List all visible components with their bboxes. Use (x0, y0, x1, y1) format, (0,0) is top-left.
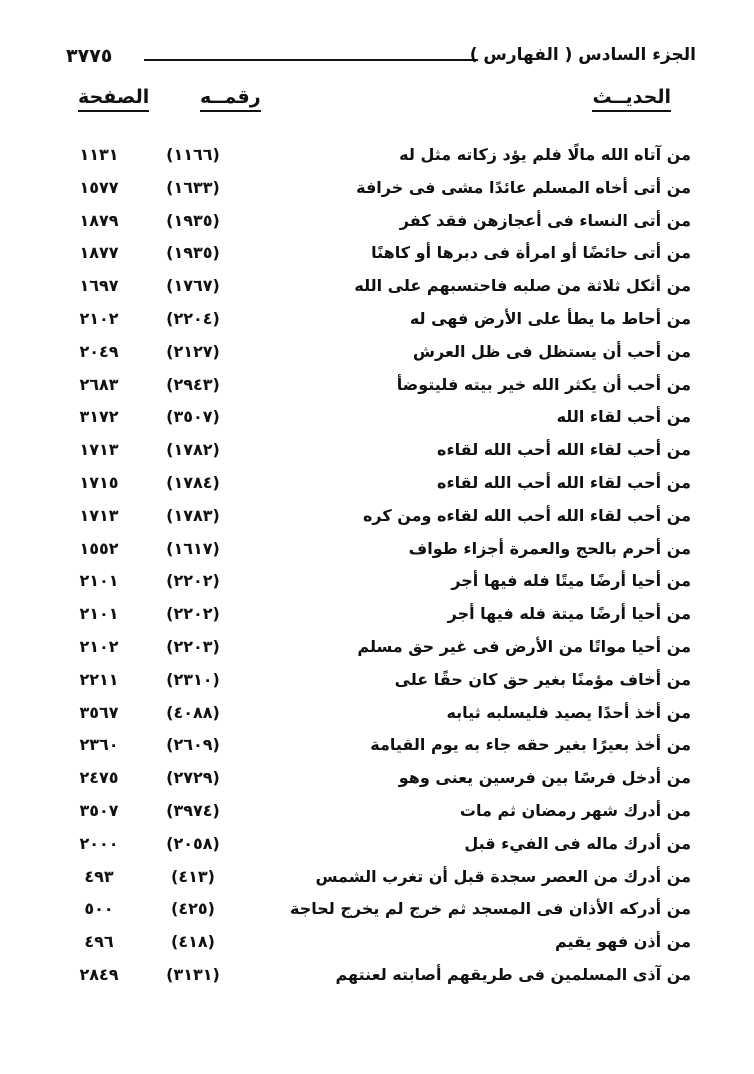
index-entry (0, 895, 754, 928)
hadith-text: من أدرك ماله فى الفيء قبل (464, 833, 691, 853)
index-entry (0, 567, 754, 600)
hadith-number: (٣١٣١) (166, 964, 220, 984)
hadith-text: من أتى النساء فى أعجازهن فقد كفر (399, 210, 691, 230)
hadith-number: (٤١٨) (171, 932, 215, 952)
page-reference: ٢١٠١ (79, 571, 119, 591)
hadith-number: (١٧٨٢) (166, 440, 220, 460)
index-entry (0, 535, 754, 568)
hadith-text: من أحيا أرضًا ميتًا فله فيها أجر (451, 571, 691, 591)
page-reference: ٤٩٦ (84, 932, 114, 952)
hadith-number: (٢٢٠٤) (166, 308, 220, 328)
page-reference: ٢٠٤٩ (79, 341, 119, 361)
index-entries (0, 141, 754, 994)
hadith-number: (١٧٨٤) (166, 472, 220, 492)
index-entry (0, 141, 754, 174)
index-entry (0, 731, 754, 764)
hadith-number: (١٧٨٣) (166, 505, 220, 525)
hadith-text: من أحرم بالحج والعمرة أجزاء طواف (408, 538, 691, 558)
column-heading-page (78, 86, 149, 108)
hadith-text: من أتى أخاه المسلم عائدًا مشى فى خرافة (356, 177, 691, 197)
hadith-number: (٤١٣) (171, 866, 215, 886)
hadith-number: (٢٧٢٩) (166, 768, 220, 788)
hadith-text: من أحب لقاء الله أحب الله لقاءه (437, 472, 691, 492)
hadith-text: من أخذ أحدًا يصيد فليسلبه ثيابه (446, 702, 691, 722)
index-entry (0, 272, 754, 305)
index-entry (0, 830, 754, 863)
index-entry (0, 239, 754, 272)
hadith-number: (٢٩٤٣) (166, 374, 220, 394)
page-reference: ٢٠٠٠ (79, 833, 119, 853)
hadith-text: من آذى المسلمين فى طريقهم أصابته لعنتهم (335, 964, 691, 984)
hadith-text: من أحيا أرضًا ميتة فله فيها أجر (447, 604, 691, 624)
hadith-text: من أخذ بعيرًا بغير حقه جاء به يوم القيامة (370, 735, 691, 755)
page-reference: ١٨٧٩ (79, 210, 119, 230)
header-rule (144, 59, 478, 61)
hadith-text: من أحب لقاء الله (556, 407, 691, 427)
page-reference: ٢٨٤٩ (79, 964, 119, 984)
column-heading-number-label: رقمــه (200, 86, 261, 108)
hadith-number: (١٩٣٥) (166, 210, 220, 230)
hadith-text: من أحيا مواتًا من الأرض فى غير حق مسلم (357, 636, 691, 656)
index-entry (0, 764, 754, 797)
page-reference: ١٧١٥ (79, 472, 119, 492)
index-entry (0, 928, 754, 961)
heading-underline (200, 110, 261, 112)
volume-title: الجزء السادس ( الفهارس ) (469, 45, 696, 65)
index-entry (0, 338, 754, 371)
page-reference: ٢٤٧٥ (79, 768, 119, 788)
hadith-number: (٣٩٧٤) (166, 800, 220, 820)
page-reference: ١٥٥٢ (79, 538, 119, 558)
page-reference: ١٥٧٧ (79, 177, 119, 197)
page-reference: ١١٣١ (79, 145, 119, 164)
hadith-number: (٢٢٠٢) (166, 571, 220, 591)
hadith-number: (٢٢٠٢) (166, 604, 220, 624)
hadith-number: (٢٦٠٩) (166, 735, 220, 755)
hadith-text: من أخاف مؤمنًا بغير حق كان حقًا على (394, 669, 691, 689)
hadith-text: من أدرك من العصر سجدة قبل أن تغرب الشمس (315, 866, 691, 886)
hadith-number: (٣٥٠٧) (166, 407, 220, 427)
hadith-number: (٢٠٥٨) (166, 833, 220, 853)
index-entry (0, 863, 754, 896)
index-entry (0, 371, 754, 404)
hadith-number: (١٩٣٥) (166, 243, 220, 263)
page-reference: ٢٢١١ (79, 669, 119, 689)
page-reference: ٢٦٨٣ (79, 374, 119, 394)
page-reference: ٣٥٠٧ (79, 800, 119, 820)
page-reference: ١٨٧٧ (79, 243, 119, 263)
page-reference: ٤٩٣ (84, 866, 114, 886)
hadith-number: (٤٢٥) (171, 899, 215, 919)
hadith-number: (٢١٢٧) (166, 341, 220, 361)
heading-underline (592, 110, 671, 112)
page-reference: ٣١٧٢ (79, 407, 119, 427)
index-entry (0, 469, 754, 502)
hadith-text: من آتاه الله مالًا فلم يؤد زكاته مثل له (399, 145, 691, 164)
hadith-text: من أدرك شهر رمضان ثم مات (459, 800, 691, 820)
hadith-number: (٢٣١٠) (166, 669, 220, 689)
hadith-text: من أحب لقاء الله أحب الله لقاءه ومن كره (362, 505, 691, 525)
hadith-text: من أحب أن يستظل فى ظل العرش (412, 341, 691, 361)
hadith-number: (١٦٣٣) (166, 177, 220, 197)
index-entry (0, 797, 754, 830)
column-heading-hadith (592, 86, 671, 108)
hadith-number: (١٦١٧) (166, 538, 220, 558)
index-entry (0, 600, 754, 633)
index-entry (0, 403, 754, 436)
page-reference: ٢٣٦٠ (79, 735, 119, 755)
hadith-text: من أدخل فرسًا بين فرسين يعنى وهو (398, 768, 691, 788)
page-reference: ١٧١٣ (79, 505, 119, 525)
page-number: ٣٧٧٥ (66, 45, 113, 67)
column-heading-number (200, 86, 261, 108)
hadith-text: من أحب أن يكثر الله خير بيته فليتوضأ (396, 374, 691, 394)
column-headings (66, 86, 696, 116)
hadith-number: (٤٠٨٨) (166, 702, 220, 722)
column-heading-hadith-label: الحديــث (592, 86, 671, 108)
index-entry (0, 666, 754, 699)
hadith-text: من أدركه الأذان فى المسجد ثم خرج لم يخرج لحاجة (290, 899, 691, 919)
hadith-number: (٢٢٠٣) (166, 636, 220, 656)
page-reference: ٢١٠٢ (79, 308, 119, 328)
heading-underline (78, 110, 149, 112)
index-entry (0, 436, 754, 469)
hadith-text: من أتى حائضًا أو امرأة فى دبرها أو كاهنًا (371, 243, 691, 263)
index-entry (0, 502, 754, 535)
running-header (66, 43, 696, 73)
hadith-text: من أذن فهو يقيم (554, 932, 691, 952)
hadith-text: من أحاط ما يطأ على الأرض فهى له (409, 308, 691, 328)
index-entry (0, 174, 754, 207)
index-entry (0, 633, 754, 666)
page-reference: ٣٥٦٧ (79, 702, 119, 722)
page-reference: ١٧١٣ (79, 440, 119, 460)
page-reference: ٢١٠٢ (79, 636, 119, 656)
column-heading-page-label: الصفحة (78, 86, 150, 108)
hadith-number: (١٧٦٧) (166, 276, 220, 296)
page-reference: ٥٠٠ (84, 899, 114, 919)
page-reference: ٢١٠١ (79, 604, 119, 624)
hadith-text: من أحب لقاء الله أحب الله لقاءه (437, 440, 691, 460)
index-entry (0, 207, 754, 240)
index-entry (0, 699, 754, 732)
index-entry (0, 961, 754, 994)
index-entry (0, 305, 754, 338)
page-reference: ١٦٩٧ (79, 276, 119, 296)
hadith-text: من أثكل ثلاثة من صلبه فاحتسبهم على الله (354, 276, 691, 296)
hadith-number: (١١٦٦) (166, 145, 220, 164)
